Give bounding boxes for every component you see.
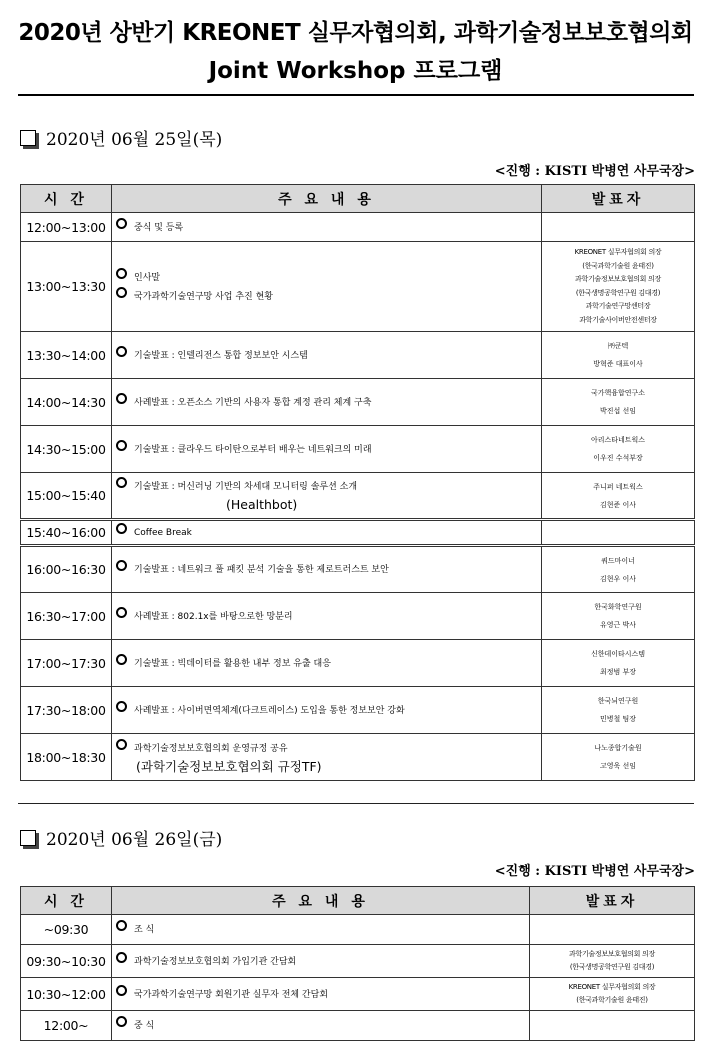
content-text: 기술발표 : 빅데이터를 활용한 내부 정보 유출 대응 [134,658,331,669]
speaker-line: (한국과학기술원 윤태진) [576,996,648,1004]
content-item [116,268,541,287]
circle-bullet-icon [116,393,127,404]
content-text: 중 식 [134,1021,155,1031]
content-text: 조 식 [134,925,155,935]
speaker-cell [542,213,695,242]
speaker-line: 최정범 부장 [599,668,637,676]
content-subtext: (과학기술정보보호협의회 규정TF) [136,758,322,774]
table-row [21,213,695,242]
speaker-line: (한국생명공학연구원 김대경) [575,288,661,297]
table-row [21,593,695,640]
speaker-line: 국가핵융합연구소 [590,389,646,397]
content-item [116,607,541,626]
table-row [21,520,695,546]
content-text: 중식 및 등록 [134,222,184,233]
time-cell: 16:00~16:30 [21,546,112,593]
time-cell: 09:30~10:30 [21,945,112,978]
time-cell: 13:00~13:30 [21,242,112,332]
speaker-cell [542,593,695,640]
content-text: 국가과학기술연구망 사업 추진 현황 [134,291,273,302]
time-cell: 14:00~14:30 [21,379,112,426]
speaker-cell [530,1011,695,1041]
header-time: 시 간 [21,887,112,915]
speaker-line: 신한데이타시스템 [590,650,646,658]
speaker-cell [542,426,695,473]
content-cell [112,213,542,242]
header-speaker: 발표자 [530,887,695,915]
day1-program-table [20,184,695,781]
document-title-line2: Joint Workshop 프로그램 [208,58,503,84]
table-row [21,473,695,520]
day1-host: <진행 : KISTI 박병연 사무국장> [494,164,695,179]
content-item [116,654,541,673]
speaker-line: 고영욱 선임 [599,762,637,770]
time-cell: 12:00~13:00 [21,213,112,242]
table-row [21,332,695,379]
time-cell: 17:30~18:00 [21,687,112,734]
circle-bullet-icon [116,654,127,665]
content-item [116,218,541,237]
content-item [116,920,529,939]
time-cell: 12:00~ [21,1011,112,1041]
table-row [21,640,695,687]
speaker-line: 이우진 수석부장 [593,454,643,462]
content-text: 사례발표 : 사이버면역체계(다크트레이스) 도입을 통한 정보보안 강화 [134,705,405,716]
header-time: 시 간 [21,185,112,213]
header-content: 주 요 내 용 [112,887,530,915]
content-item [116,523,541,542]
content-cell [112,734,542,781]
section-divider [18,803,694,804]
speaker-cell [530,915,695,945]
content-text: 과학기술정보보호협의회 가입기관 간담회 [134,956,297,967]
speaker-line: 박진섭 선임 [599,407,637,415]
circle-bullet-icon [116,287,127,298]
speaker-line: 과학기술정보보호협의회 의장 [575,275,661,283]
table-row [21,687,695,734]
content-item [116,560,541,579]
content-item [116,701,541,720]
speaker-cell [542,640,695,687]
speaker-cell [542,520,695,546]
speaker-line: 아리스타네트웍스 [590,436,646,444]
circle-bullet-icon [116,607,127,618]
speaker-line: ㈜쿤텍 [607,342,629,350]
circle-bullet-icon [116,920,127,931]
table-header-row [21,887,695,915]
content-cell [112,1011,530,1041]
header-content: 주 요 내 용 [112,185,542,213]
content-text: 인사말 [134,272,161,283]
speaker-line: 주니퍼 네트웍스 [593,482,643,491]
table-header-row [21,185,695,213]
speaker-cell [542,379,695,426]
time-cell: 13:30~14:00 [21,332,112,379]
table-row [21,426,695,473]
content-cell [112,426,542,473]
content-text: 기술발표 : 머신러닝 기반의 차세대 모니터링 솔루션 소개 [134,482,358,492]
speaker-line: (한국과학기술원 윤태진) [582,261,654,270]
table-row [21,1011,695,1041]
circle-bullet-icon [116,560,127,571]
circle-bullet-icon [116,523,127,534]
speaker-cell [542,546,695,593]
table-row [21,978,695,1011]
day1-date: 2020년 06월 25일(목) [46,130,223,150]
circle-bullet-icon [116,440,127,451]
speaker-line: 김현준 이사 [599,500,637,509]
circle-bullet-icon [116,985,127,996]
header-speaker: 발표자 [542,185,695,213]
day2-host: <진행 : KISTI 박병연 사무국장> [494,864,695,879]
content-text: Coffee Break [134,528,192,538]
content-item [116,477,541,496]
content-cell [112,546,542,593]
time-cell: 15:00~15:40 [21,473,112,520]
speaker-line: 한국화학연구원 [594,603,642,611]
content-item [116,287,541,306]
day2-date-heading [20,825,222,850]
circle-bullet-icon [116,346,127,357]
content-text: 기술발표 : 인텔리전스 통합 정보보안 시스템 [134,350,308,361]
table-row [21,915,695,945]
table-row [21,379,695,426]
circle-bullet-icon [116,218,127,229]
day1-date-heading [20,125,222,150]
speaker-line: 김현우 이사 [599,574,637,583]
time-cell: 15:40~16:00 [21,520,112,546]
day2-program-table [20,886,695,1041]
content-item [116,440,541,459]
speaker-cell [542,734,695,781]
content-item [116,952,529,971]
speaker-cell [530,945,695,978]
content-text: 기술발표 : 클라우드 타이탄으로부터 배우는 네트워크의 미래 [134,444,372,455]
time-cell: 10:30~12:00 [21,978,112,1011]
circle-bullet-icon [116,701,127,712]
speaker-line: 유영근 박사 [599,621,637,629]
content-cell [112,520,542,546]
speaker-line: 한국뇌연구원 [597,697,639,705]
content-item [116,346,541,365]
table-row [21,734,695,781]
table-row [21,242,695,332]
speaker-line: 과학기술연구망센터장 [585,302,651,310]
content-subtext: (Healthbot) [226,497,298,512]
content-text: 기술발표 : 네트워크 풀 패킷 분석 기술을 통한 제로트러스트 보안 [134,565,389,575]
table-row [21,945,695,978]
content-item [116,1016,529,1035]
title-divider [18,94,694,96]
time-cell: 18:00~18:30 [21,734,112,781]
speaker-line: 쿼드마이너 [601,556,635,565]
circle-bullet-icon [116,477,127,488]
circle-bullet-icon [116,739,127,750]
checkbox-square-icon [20,830,36,846]
speaker-cell [542,687,695,734]
speaker-line: 과학기술정보보호협의회 의장 [569,949,655,958]
content-item [116,985,529,1004]
table-row [21,546,695,593]
speaker-line: 과학기술사이버안전센터장 [579,315,657,324]
content-cell [112,332,542,379]
content-item [116,739,541,758]
circle-bullet-icon [116,952,127,963]
document-title-line1: 2020년 상반기 KREONET 실무자협의회, 과학기술정보보호협의회 [18,20,693,46]
speaker-line: KREONET 실무자협의회 의장 [574,248,662,256]
speaker-line: (한국생명공학연구원 김대경) [569,963,655,971]
content-cell [112,978,530,1011]
speaker-cell [542,332,695,379]
time-cell: 17:00~17:30 [21,640,112,687]
content-cell [112,242,542,332]
content-text: 사례발표 : 오픈소스 기반의 사용자 통합 계정 관리 체계 구축 [134,397,372,408]
circle-bullet-icon [116,268,127,279]
speaker-cell [530,978,695,1011]
content-cell [112,687,542,734]
checkbox-square-icon [20,130,36,146]
content-text: 국가과학기술연구망 회원기관 실무자 전체 간담회 [134,989,329,1000]
speaker-cell [542,242,695,332]
circle-bullet-icon [116,1016,127,1027]
content-item [116,393,541,412]
speaker-line: 방혁준 대표이사 [593,360,643,368]
content-text: 과학기술정보보호협의회 운영규정 공유 [134,743,288,754]
content-cell [112,379,542,426]
time-cell: 16:30~17:00 [21,593,112,640]
content-cell [112,915,530,945]
speaker-line: 나노종합기술원 [594,744,642,752]
time-cell: ~09:30 [21,915,112,945]
speaker-line: KREONET 실무자협의회 의장 [568,982,656,991]
content-text: 사례발표 : 802.1x를 바탕으로한 망분리 [134,611,293,622]
content-cell [112,640,542,687]
content-cell [112,945,530,978]
speaker-line: 민병철 팀장 [599,715,637,723]
content-cell [112,593,542,640]
day2-date: 2020년 06월 26일(금) [46,830,223,850]
speaker-cell [542,473,695,520]
content-cell [112,473,542,520]
time-cell: 14:30~15:00 [21,426,112,473]
